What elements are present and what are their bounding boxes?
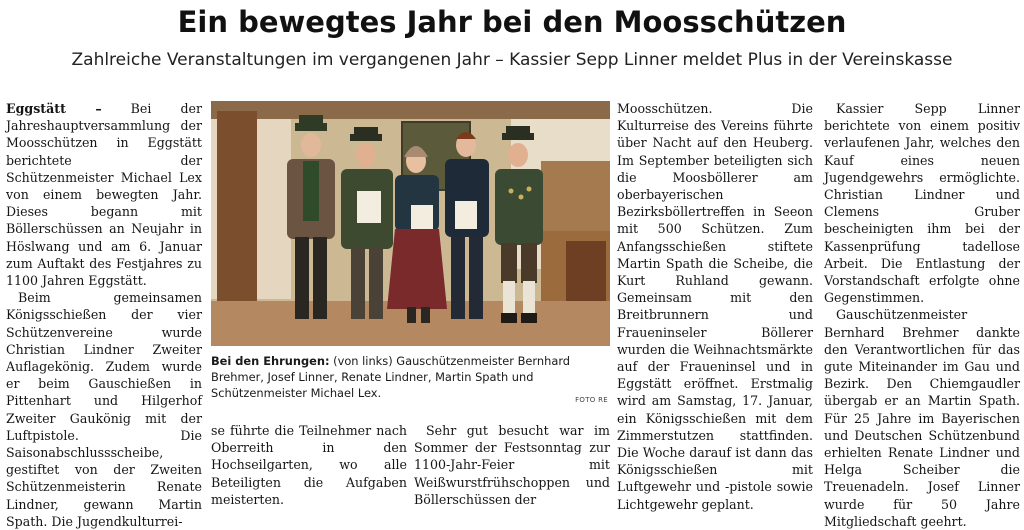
paragraph: Beim gemeinsamen Königsschießen der vier Schützenvereine wurde Christian Lindner Zweiter Auflagekönig. Zudem wurde er beim Gauschießen in Pittenhart und Hilgerhof Zweiter Gaukönig mit der Luftpistole. Die Saisonabschlussscheibe, gestiftet von der Zweiten Schützenmeisterin Renate Lindner, gewann Martin Spath. Die Jugendkulturrei- [6, 290, 202, 529]
article-column-1 [6, 100, 202, 530]
subheadline: Zahlreiche Veranstaltungen im vergangenen Jahr – Kassier Sepp Linner meldet Plus in der Vereinskasse [71, 50, 953, 70]
photo-illustration [211, 101, 610, 346]
paragraph-text: Bei der Jahreshauptversammlung der Moosschützen in Eggstätt berichtete der Schützenmeister Michael Lex von einem bewegten Jahr. Dieses begann mit Böllerschüssen an Neujahr in Höslwang und am 6. Januar zum Auftakt des Festjahres zu 1100 Jahren Eggstätt. [6, 101, 202, 289]
paragraph: Gauschützenmeister Bernhard Brehmer dankte den Verantwortlichen für das gute Miteinander im Gau und Bezirk. Den Chiemgaudler übergab er an Martin Spath. Für 25 Jahre im Bayerischen und Deutschen Schützenbund erhielten Renate Lindner und Helga Scheiber die Treuenadeln. Josef Linner wurde für 50 Jahre Mitgliedschaft geehrt. [824, 307, 1020, 529]
paragraph: Kassier Sepp Linner berichtete von einem positiv verlaufenen Jahr, welches den Kauf eines neuen Jugendgewehrs ermöglichte. Christian Lindner und Clemens Gruber bescheinigten ihm bei der Kassenprüfung tadellose Arbeit. Die Entlastung der Vorstandschaft erfolgte ohne Gegenstimmen. [824, 101, 1020, 306]
paragraph: se führte die Teilnehmer nach Oberreith in den Hochseilgarten, wo alle Beteiligten die Aufgaben meisterten. [211, 423, 407, 507]
photo-credit: FOTO RE [575, 396, 608, 404]
caption-lead: Bei den Ehrungen: [211, 354, 330, 368]
paragraph [6, 100, 202, 289]
caption-text: (von links) Gauschützenmeister Bernhard Brehmer, Josef Linner, Renate Lindner, Martin Spath und Schützenmeister Michael Lex. [211, 354, 571, 400]
photo-caption [211, 353, 610, 401]
dateline: Eggstätt – [6, 101, 102, 116]
article-column-4 [617, 100, 813, 513]
paragraph: Moosschützen. Die Kulturreise des Vereins führte über Nacht auf den Heuberg. Im September beteiligten sich die Moosböllerer am oberbayerischen Bezirksböllertreffen in Seeon mit 500 Schützen. Zum Anfangsschießen stiftete Martin Spath die Scheibe, die Kurt Ruhland gewann. Gemeinsam mit den Breitbrunnern und Fraueninseler Böllerer wurden die Weihnachtsmärkte auf der Fraueninsel und in Eggstätt eröffnet. Erstmalig wird am Samstag, 17. Januar, ein Königsschießen mit dem Zimmerstutzen stattfinden. Die Woche darauf ist dann das Königsschießen mit Luftgewehr und -pistole sowie Lichtgewehr geplant. [617, 101, 813, 512]
paragraph: Sehr gut besucht war im Sommer der Festsonntag zur 1100-Jahr-Feier mit Weißwurstfrühschoppen und Böllerschüssen der [414, 423, 610, 507]
article-column-2 [211, 422, 407, 508]
article-column-3 [414, 422, 610, 508]
headline: Ein bewegtes Jahr bei den Moosschützen [177, 5, 847, 39]
article-column-5 [824, 100, 1020, 530]
article-photo [211, 101, 610, 346]
